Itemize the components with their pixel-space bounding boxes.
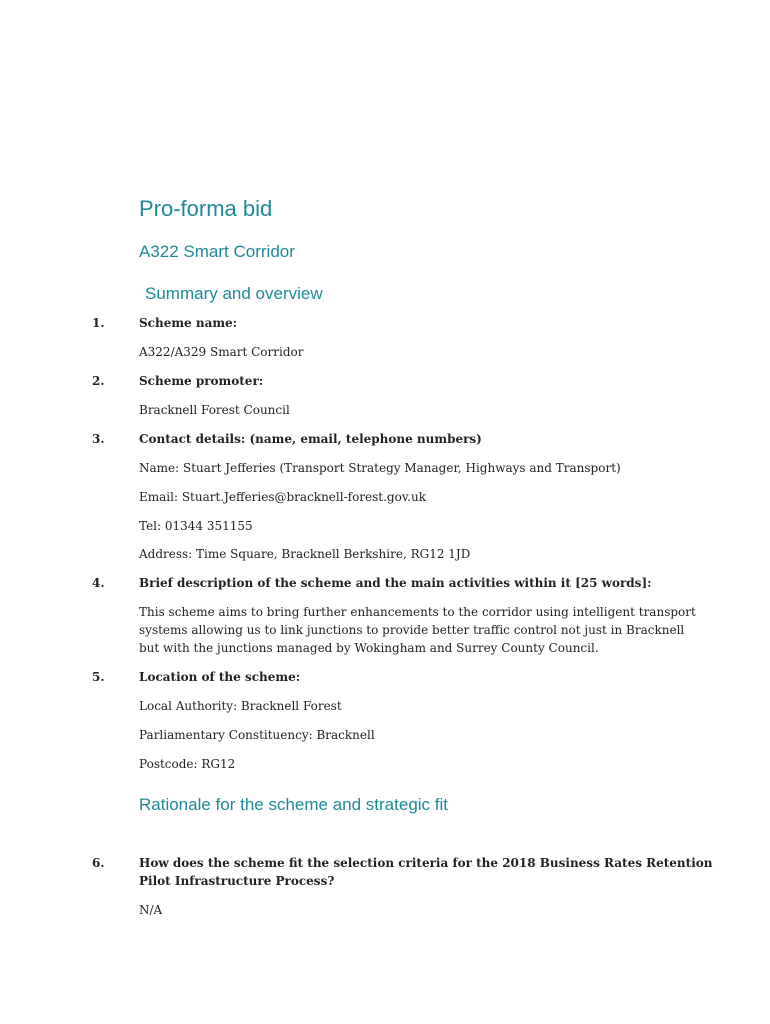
paragraph-line: systems allowing us to link junctions to provide better traffic control not just in Bracknell: [139, 623, 685, 637]
item-question-location: Location of the scheme:: [139, 670, 301, 684]
question-line: How does the scheme fit the selection criteria for the 2018 Business Rates Retention: [139, 856, 713, 870]
paragraph-line: This scheme aims to bring further enhancements to the corridor using intelligent transport: [139, 605, 696, 619]
item-number: 2.: [92, 374, 105, 388]
contact-address: Address: Time Square, Bracknell Berkshire, RG12 1JD: [139, 547, 471, 561]
document-title: Pro-forma bid: [139, 196, 273, 221]
item-number: 4.: [92, 576, 105, 590]
section-heading-rationale: Rationale for the scheme and strategic fit: [139, 795, 448, 814]
question-line: Pilot Infrastructure Process?: [139, 874, 335, 888]
section-heading-summary: Summary and overview: [145, 284, 323, 303]
item-question-scheme-name: Scheme name:: [139, 316, 238, 330]
location-local-authority: Local Authority: Bracknell Forest: [139, 699, 342, 713]
contact-email: Email: Stuart.Jefferies@bracknell-forest.gov.uk: [139, 490, 426, 504]
item-question-scheme-promoter: Scheme promoter:: [139, 374, 264, 388]
location-constituency: Parliamentary Constituency: Bracknell: [139, 728, 375, 742]
item-answer: N/A: [139, 903, 163, 917]
scheme-description: [139, 603, 696, 657]
item-answer: A322/A329 Smart Corridor: [139, 345, 304, 359]
paragraph-line: but with the junctions managed by Wokingham and Surrey County Council.: [139, 641, 599, 655]
item-question-description: Brief description of the scheme and the main activities within it [25 words]:: [139, 576, 652, 590]
item-number: 6.: [92, 856, 105, 870]
item-question-selection-criteria: [139, 854, 713, 890]
item-number: 5.: [92, 670, 105, 684]
contact-phone: Tel: 01344 351155: [139, 519, 253, 533]
location-postcode: Postcode: RG12: [139, 757, 236, 771]
item-number: 3.: [92, 432, 105, 446]
item-question-contact-details: Contact details: (name, email, telephone numbers): [139, 432, 482, 446]
document-subtitle: A322 Smart Corridor: [139, 242, 295, 261]
item-number: 1.: [92, 316, 105, 330]
contact-name: Name: Stuart Jefferies (Transport Strategy Manager, Highways and Transport): [139, 461, 621, 475]
item-answer: Bracknell Forest Council: [139, 403, 290, 417]
